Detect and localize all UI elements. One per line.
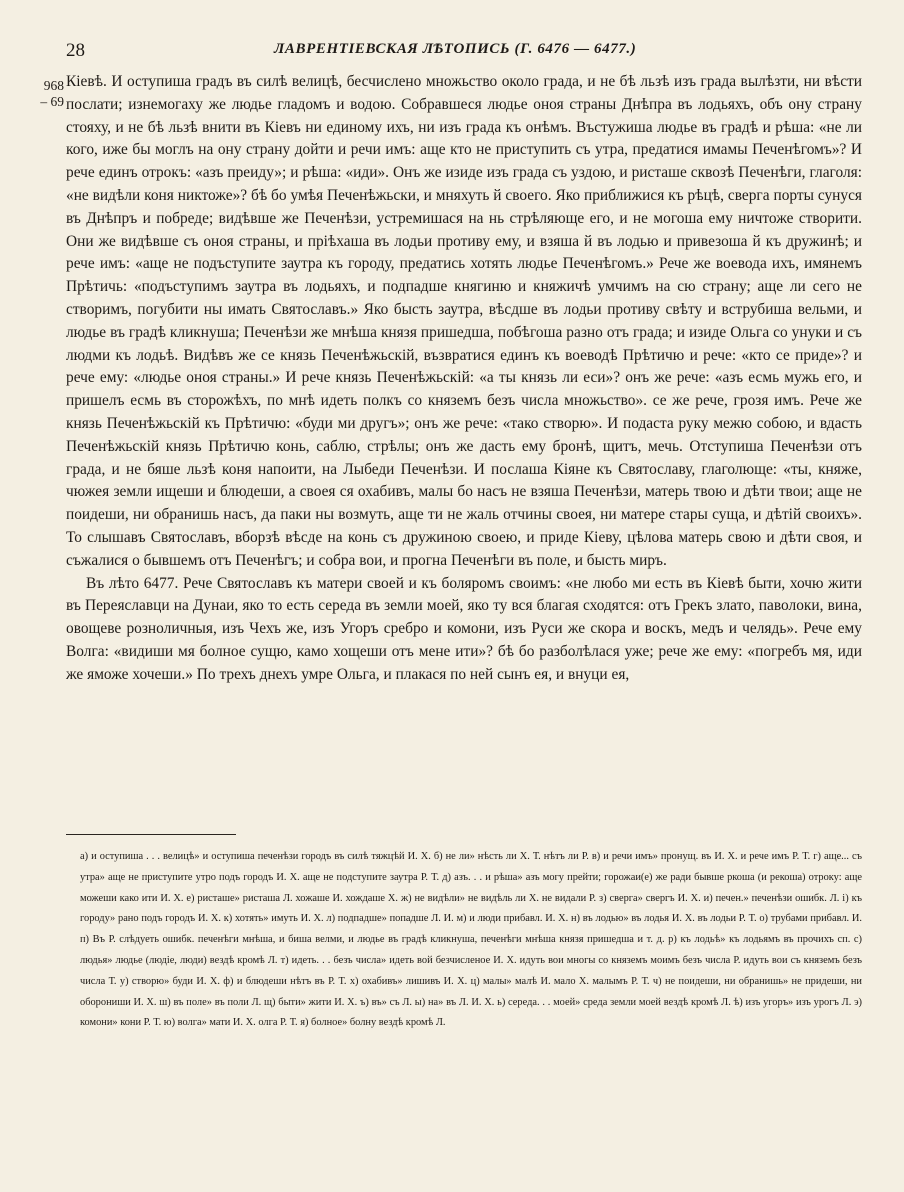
margin-year-note — [30, 78, 64, 110]
chronicle-text — [66, 71, 862, 687]
footnotes — [80, 847, 862, 1034]
footnote-divider — [66, 834, 236, 835]
footnote-text: а) и оступиша . . . велицѣ» и оступиша печенѣзи городъ въ силѣ тяжцѣй И. Х. б) не ли» нѣсть ли Х. Т. нѣтъ ли Р. в) и речи имъ» пронущ. въ И. Х. и рече имъ Р. Т. г) аще... съ утра» аще не приступите утро подъ городъ И. Х. аще не подступите заутра Р. Т. д) азъ. . . и рѣша» азъ могу прейти; горожаи(е) же ради бывше ркоша (и рекоша) отроку: аще можеши како ити И. Х. е) ристаше» ристаша Л. хожаше И. хождаше Х. ж) не видѣли» не видѣль ли Х. не видали Р. з) сверга» свергъ И. Х. и) печен.» печенѣзи ошибк. Л. і) къ городу» рано подъ городъ И. Х. к) хотять» имуть И. Х. л) подпадше» попадше Л. И. м) и люди прибавл. И. Х. н) въ лодью» въ лодья И. Х. въ лодьи Р. Т. о) трубами прибавл. И. п) Въ Р. слѣдуеть ошибк. печенѣги мнѣша, и биша велми, и людье въ градѣ кликнуша, печенѣги мнѣша князя пришедша и т. д. р) къ лодьѣ» къ лодьямъ въ прочихъ сп. с) людья» людье (людіе, люди) вездѣ кромѣ Л. т) идеть. . . безъ числа» идеть вой безчисленое И. Х. идуть вои многы со княземъ моимъ безъ числа Р. идуть вои съ княземъ безъ числа Т. у) створю» буди И. Х. ф) и блюдеши нѣтъ въ Р. Т. х) охабивъ» лишивъ И. Х. ц) малы» малѣ И. мало Х. малымъ Р. Т. ч) не поидеши, ни обранишь» не придеши, ни оборониши И. Х. ш) въ поле» въ поли Л. щ) быти» жити И. Х. ъ) въ» съ Л. ы) на» въ Л. И. Х. ь) середа. . . моей» среда земли моей вездѣ кромѣ Л. ѣ) изъ угоръ» изъ урогъ Л. э) комони» кони Р. Т. ю) волга» мати И. Х. олга Р. Т. я) болное» болну вездѣ кромѣ Л. — [80, 851, 862, 1029]
page-number: 28 — [66, 40, 85, 61]
margin-year-2: – 69 — [40, 94, 64, 109]
margin-year-1: 968 — [43, 78, 64, 93]
body-paragraph-2: Въ лѣто 6477. Рече Святославъ къ матери своей и къ боляромъ своимъ: «не любо ми есть въ Кіевѣ быти, хочю жити въ Переяславци на Дунаи, яко то есть середа въ земли моей, яко ту вся благая сходятся: отъ Грекъ злато, паволоки, вина, овощеве розноличныя, изъ Чехъ же, изъ Угоръ сребро и комони, изъ Руси же скора и воскъ, медъ и челядь». Рече ему Волга: «видиши мя болное сущю, камо хощеши отъ мене ити»? бѣ бо разболѣлася уже; рече же ему: «погребъ мя, иди же яможе хочеши.» По трехъ днехъ умре Ольга, и плакася по ней сынъ ея, и внуци ея, — [66, 574, 862, 683]
page-header — [66, 40, 864, 66]
body-paragraph-1: Кіевѣ. И оступиша градъ въ силѣ велицѣ, бесчислено множьство около града, и не бѣ льзѣ изъ града вылѣзти, ни вѣсти послати; изнемогаху же людье гладомъ и водою. Собравшеся людье оноя страны Днѣпра въ лодьяхъ, объ ону страну стояху, и не бѣ льзѣ внити въ Кіевъ ни единому ихъ, ни изъ града къ онѣмъ. Въстужиша людье въ градѣ и рѣша: «не ли кого, иже бы моглъ на ону страну дойти и речи имъ: аще кто не приступить съ утра, предатися имамы Печенѣгомъ»? И рече единъ отрокъ: «азъ преиду»; и рѣша: «иди». Онъ же изиде изъ града съ уздою, и ристаше сквозѣ Печенѣги, глаголя: «не видѣли коня никтоже»? бѣ бо умѣя Печенѣжьски, и мняхуть й своего. Яко приближися къ рѣцѣ, сверга порты сунуся въ Днѣпръ и побреде; видѣвше же Печенѣзи, устремишася на нь стрѣляюще его, и не могоша ему ничтоже створити. Они же видѣвше съ оноя страны, и пріѣхаша въ лодьи противу ему, и взяша й въ лодью и привезоша й къ дружинѣ; и рече имъ: «аще не подъступите заутра къ городу, предатись хотять людье Печенѣгомъ.» Рече же воевода ихъ, имянемъ Прѣтичь: «подъступимъ заутра въ лодьяхъ, и подпадше княгиню и княжичѣ умчимъ на сю страну; аще ли сего не створимъ, погубити ны имать Святославъ.» Яко бысть заутра, вѣсдше въ лодьи противу свѣту и вструбиша вельми, и людье въ градѣ кликнуша; Печенѣзи же мнѣша князя пришедша, побѣгоша разно отъ града; и изиде Ольга со унуки и съ людми къ лодьѣ. Видѣвъ же се князь Печенѣжьскій, възвратися единъ къ воеводѣ Прѣтичю и рече: «кто се приде»? и рече ему: «людье оноя страны.» И рече князь Печенѣжьскій: «а ты князь ли еси»? онъ же рече: «азъ есмь мужь его, и пришелъ есмь въ сторожѣхъ, по мнѣ идеть полкъ со княземъ безъ числа множьство». се же рече, грозя имъ. Рече же князь Печенѣжьскій къ Прѣтичю: «буди ми другъ»; онъ же рече: «тако створю». И подаста руку межю собою, и вдасть Печенѣжьскій князь Прѣтичю конь, саблю, стрѣлы; онъ же дасть ему бронѣ, щитъ, мечь. Отступиша Печенѣзи отъ града, и не бяше льзѣ коня напоити, на Лыбеди Печенѣзи. И послаша Кіяне къ Святославу, глаголюще: «ты, княже, чюжея земли ищеши и блюдеши, а своея ся охабивъ, малы бо насъ не взяша Печенѣзи, матерь твою и дѣти твои; аще не поидеши, ни обранишь насъ, да паки ны возмуть, аще ти не жаль отчины своея, ни матере стары суща, и дѣтій своихъ». То слышавъ Святославъ, вборзѣ вѣсде на конь съ дружиною своею, и приде Кіеву, цѣлова матерь свою и дѣти своя, и съжалися о бывшемъ отъ Печенѣгъ; и собра вои, и прогна Печенѣги въ поле, и бысть миръ. — [66, 73, 862, 569]
running-title: ЛАВРЕНТІЕВСКАЯ ЛѢТОПИСЬ (Г. 6476 — 6477.) — [274, 41, 637, 57]
